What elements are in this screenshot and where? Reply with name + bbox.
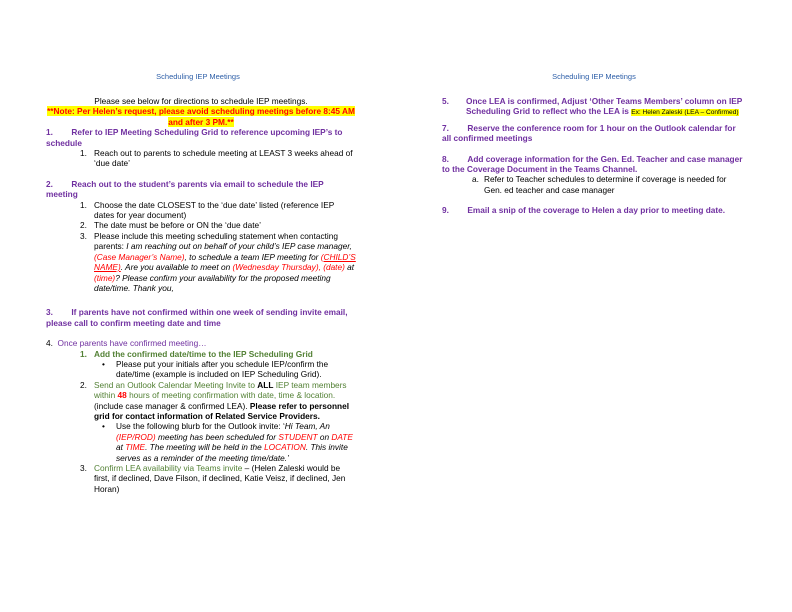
step-7-text: Reserve the conference room for 1 hour on the Outlook calendar for all confirmed meetings: [442, 122, 736, 144]
step-4-sub-3: 3. Confirm LEA availability via Teams invite – (Helen Zaleski would be first, if declined, Dave Filson, if declined, Katie Veisz, if declined, Jen Horan): [80, 463, 346, 494]
step-9-number: 9.: [442, 205, 449, 216]
step-2-sub-3: 3. Please include this meeting scheduling statement when contacting parents: I am reaching out on behalf of your child’s IEP case manager, (Case Manager’s Name), to schedule a team IEP meeting for (CHILD’S NAME). Are you available to meet on (Wednesday Thursday), (date) at (time)? Please confirm your availability for the proposed meeting date/time. Thank you,: [80, 230, 356, 293]
step-8-sub-a: a. Refer to Teacher schedules to determine if coverage is needed for Gen. ed teacher and case manager: [472, 174, 727, 195]
note-text: **Note: Per Helen’s request, please avoid scheduling meetings before 8:45 AM and after 3 PM.**: [47, 106, 355, 127]
step-5: [442, 96, 746, 119]
right-content: [442, 96, 746, 216]
step-2: [46, 179, 356, 200]
step-4-number: 4.: [46, 338, 53, 349]
step-8: [442, 154, 746, 175]
step-3: [46, 307, 356, 328]
page-header: Scheduling IEP Meetings: [552, 72, 636, 81]
step-2-text: Reach out to the student’s parents via email to schedule the IEP meeting: [46, 178, 324, 200]
page-header: Scheduling IEP Meetings: [156, 72, 240, 81]
step-8-text: Add coverage information for the Gen. Ed. Teacher and case manager to the Coverage Document in the Teams Channel.: [442, 153, 743, 175]
step-4-sub-2: 2. Send an Outlook Calendar Meeting Invite to ALL IEP team members within 48 hours of meeting confirmation with date, time & location. (include case manager & confirmed LEA). Please refer to personnel grid for contact information of Related Service Providers.: [80, 379, 350, 421]
step-7-number: 7.: [442, 122, 449, 133]
step-4-text: Once parents have confirmed meeting…: [57, 338, 207, 349]
step-4-sub-1: 1. Add the confirmed date/time to the IEP Scheduling Grid: [80, 348, 313, 359]
step-1-text: Refer to IEP Meeting Scheduling Grid to reference upcoming IEP’s to schedule: [46, 127, 343, 148]
right-page: [396, 0, 792, 612]
step-2-number: 2.: [46, 178, 53, 189]
step-4: [46, 338, 356, 348]
step-2-sub-1: 1. Choose the date CLOSEST to the ‘due date’ listed (reference IEP dates for year document): [80, 199, 335, 221]
step-7: [442, 123, 746, 144]
step-9: [442, 205, 746, 215]
step-5-number: 5.: [442, 96, 449, 106]
step-4-sub-1-bullet: • Please put your initials after you schedule IEP/confirm the date/time (example is included on IEP Scheduling Grid).: [102, 358, 329, 380]
step-5-example: Ex: Helen Zaleski (LEA – Confirmed): [631, 109, 739, 117]
step-8-number: 8.: [442, 153, 449, 164]
step-9-text: Email a snip of the coverage to Helen a day prior to meeting date.: [467, 205, 726, 216]
step-5-text: Once LEA is confirmed, Adjust ‘Other Teams Members’ column on IEP Scheduling Grid to reflect who the LEA is: [466, 96, 743, 117]
left-content: [46, 96, 356, 494]
step-3-number: 3.: [46, 307, 53, 318]
step-1: [46, 127, 356, 148]
step-1-sub-1: 1. Reach out to parents to schedule meeting at LEAST 3 weeks ahead of ‘due date’: [80, 148, 353, 169]
intro-text: Please see below for directions to schedule IEP meetings.: [94, 96, 308, 106]
step-3-text: If parents have not confirmed within one week of sending invite email, please call to confirm meeting date and time: [46, 307, 348, 328]
step-2-sub-2: 2. The date must be before or ON the ‘due date’: [80, 220, 261, 231]
step-4-sub-2-bullet: • Use the following blurb for the Outlook invite: ‘Hi Team, An (IEP/ROD) meeting has been scheduled for STUDENT on DATE at TIME. The meeting will be held in the LOCATION. This invite serves as a reminder of the meeting time/date.’: [102, 421, 353, 463]
step-1-number: 1.: [46, 127, 53, 138]
